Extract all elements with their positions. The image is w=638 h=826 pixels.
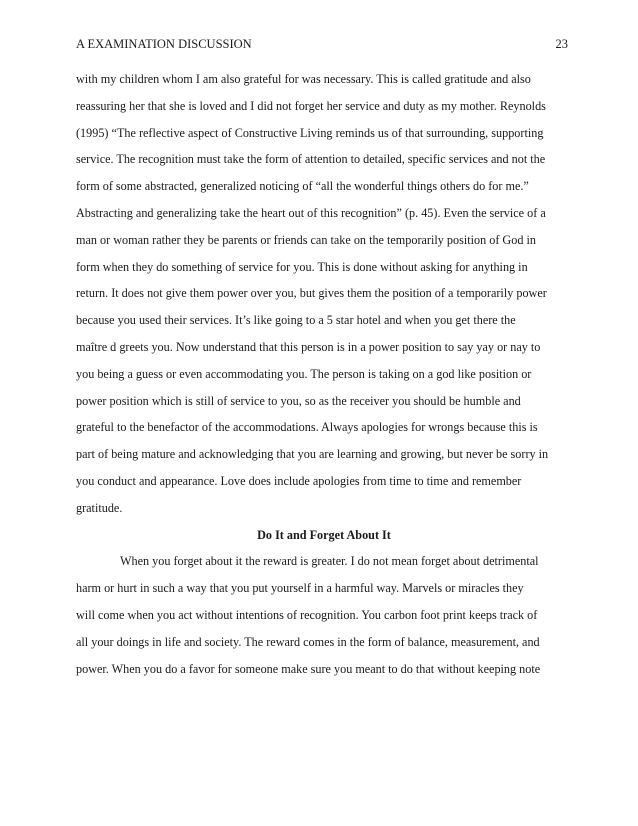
running-head (76, 35, 568, 53)
paragraph-1-line: because you used their services. It’s like going to a 5 star hotel and when you get there the (76, 313, 516, 328)
paragraph-1-line: form when they do something of service for you. This is done without asking for anything in (76, 259, 528, 274)
paragraph-1-line: maître d greets you. Now understand that this person is in a power position to say yay or nay to (76, 339, 541, 354)
paragraph-1-line: form of some abstracted, generalized noticing of “all the wonderful things others do for me.” (76, 179, 529, 194)
paragraph-1-line: gratitude. (76, 500, 123, 515)
section-heading: Do It and Forget About It (257, 527, 391, 542)
page-number: 23 (555, 37, 568, 51)
paragraph-1-line: (1995) “The reflective aspect of Constructive Living reminds us of that surrounding, supporting (76, 125, 544, 140)
paragraph-1-line: Abstracting and generalizing take the heart out of this recognition” (p. 45). Even the service of a (76, 205, 546, 220)
paragraph-2-line: will come when you act without intentions of recognition. You carbon foot print keeps track of (76, 607, 538, 622)
paragraph-1-line: return. It does not give them power over you, but gives them the position of a temporarily power (76, 286, 547, 301)
paragraph-1-line: you conduct and appearance. Love does include apologies from time to time and remember (76, 473, 522, 488)
paragraph-1-line: you being a guess or even accommodating you. The person is taking on a god like position or (76, 366, 532, 381)
paragraph-1-line: part of being mature and acknowledging that you are learning and growing, but never be sorry in (76, 447, 549, 462)
paragraph-2-line: power. When you do a favor for someone make sure you meant to do that without keeping note (76, 661, 541, 676)
paragraph-1-line: power position which is still of service to you, so as the receiver you should be humble and (76, 393, 521, 408)
body-text (76, 66, 572, 682)
paragraph-1-line: with my children whom I am also grateful for was necessary. This is called gratitude and also (76, 72, 531, 86)
paragraph-2-line: When you forget about it the reward is greater. I do not mean forget about detrimental (120, 554, 539, 569)
paragraph-1-line: grateful to the benefactor of the accommodations. Always apologies for wrongs because this is (76, 420, 538, 435)
paragraph-1-line: service. The recognition must take the form of attention to detailed, specific services and not the (76, 152, 546, 167)
paragraph-1-line: man or woman rather they be parents or friends can take on the temporarily position of God in (76, 232, 536, 247)
running-head-title: A EXAMINATION DISCUSSION (76, 37, 252, 51)
paragraph-1-line: reassuring her that she is loved and I did not forget her service and duty as my mother. Reynolds (76, 98, 546, 113)
paragraph-2-line: all your doings in life and society. The reward comes in the form of balance, measurement, and (76, 634, 540, 649)
paragraph-2-line: harm or hurt in such a way that you put yourself in a harmful way. Marvels or miracles they (76, 581, 524, 596)
